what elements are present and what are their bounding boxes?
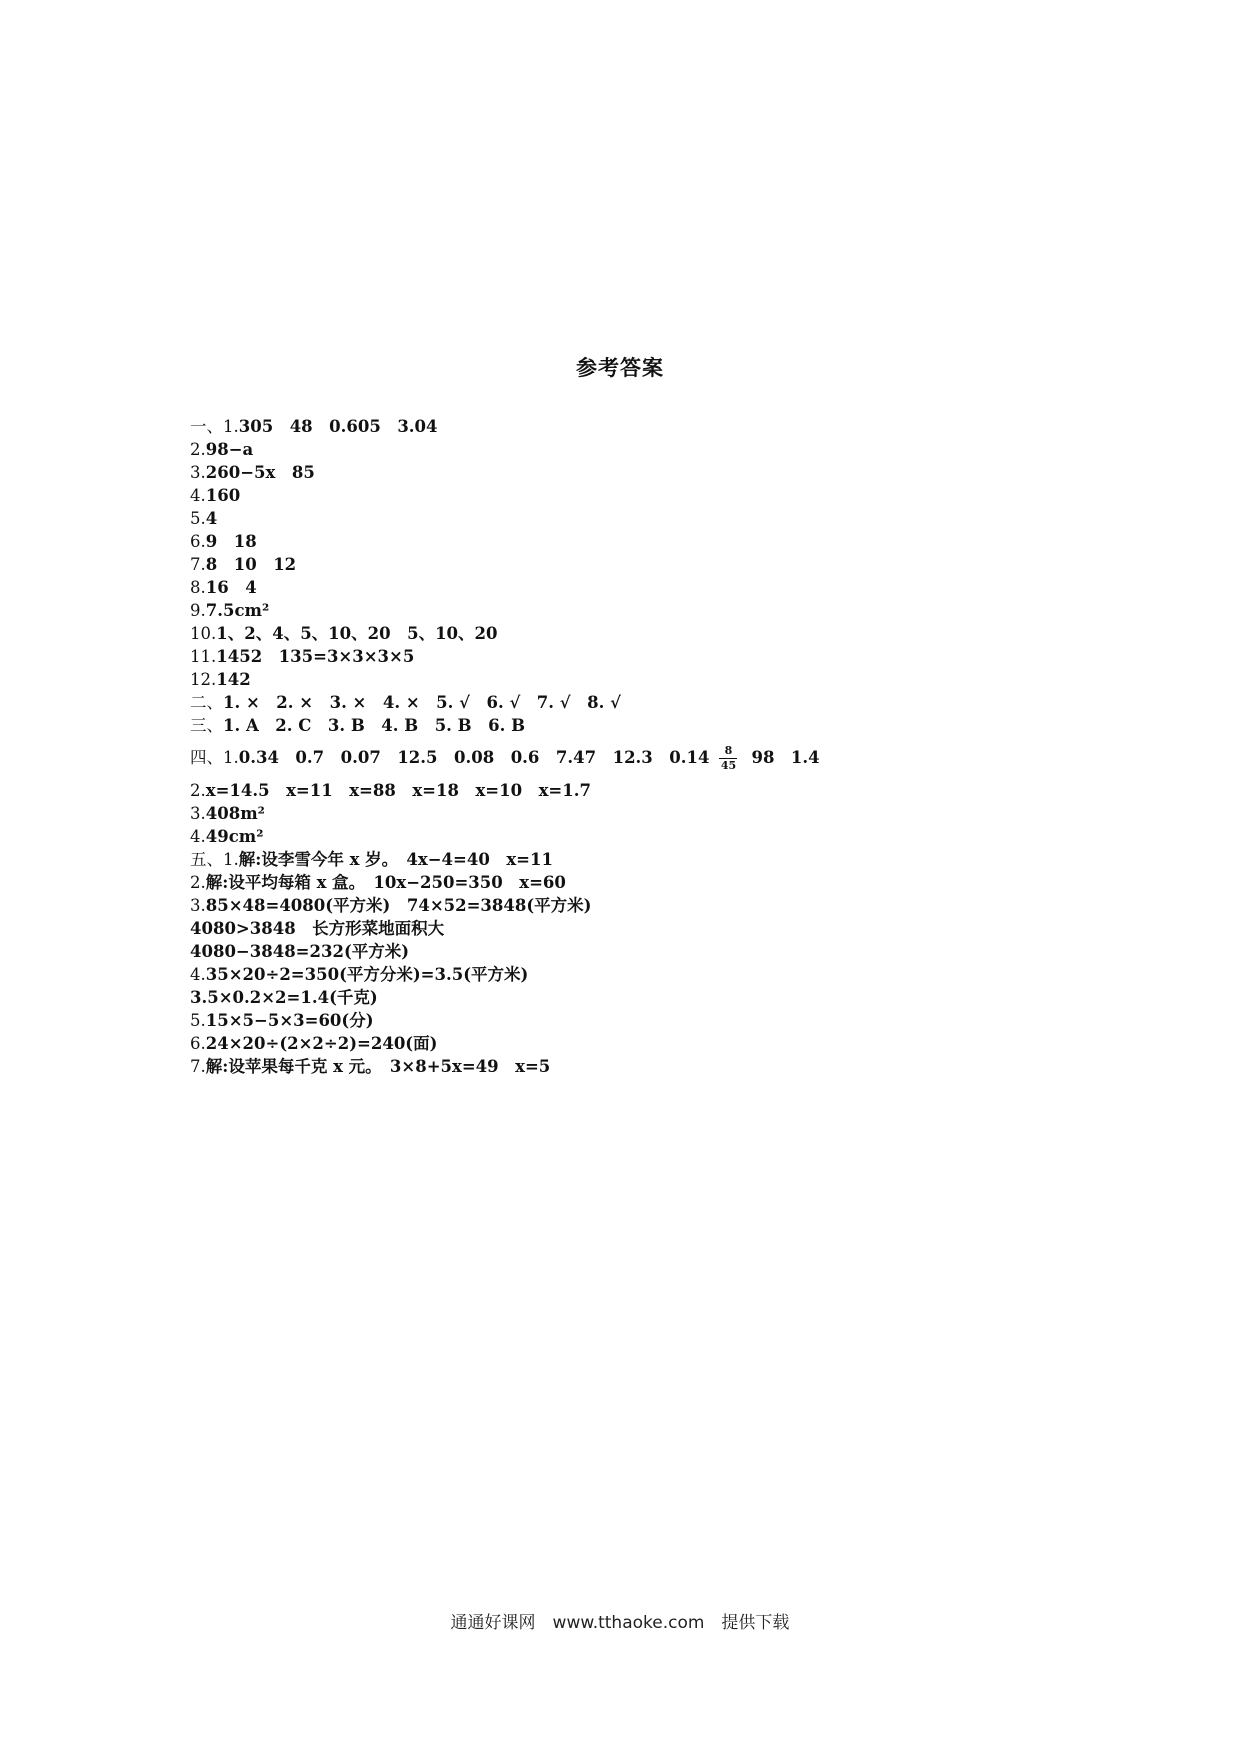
item-answer: 24×20÷(2×2÷2)=240(面) <box>205 1034 438 1053</box>
item-label: 3. <box>190 896 206 915</box>
answer-line <box>190 714 1150 737</box>
item-label: 4. <box>190 486 206 505</box>
footer-source: 通通好课网 www.tthaoke.com 提供下载 <box>450 1613 790 1633</box>
item-answer: 35×20÷2=350(平方分米)=3.5(平方米) <box>205 965 529 984</box>
item-label: 2. <box>190 440 206 459</box>
item-answer: 305 48 0.605 3.04 <box>238 417 438 436</box>
item-label: 8. <box>190 578 206 597</box>
item-answer: 49cm² <box>205 827 264 846</box>
answer-line <box>190 802 1150 825</box>
answer-line <box>190 940 1150 963</box>
fraction-denominator: 45 <box>720 759 737 772</box>
item-label: 10. <box>190 624 217 643</box>
answer-line <box>190 484 1150 507</box>
item-answer: 4080−3848=232(平方米) <box>190 942 410 961</box>
page-title: 参考答案 <box>576 356 664 380</box>
item-answer: 15×5−5×3=60(分) <box>205 1011 374 1030</box>
item-label: 5. <box>190 1011 206 1030</box>
item-label: 5. <box>190 509 206 528</box>
item-answer: 0.34 0.7 0.07 12.5 0.08 0.6 7.47 12.3 0.14 <box>238 748 710 767</box>
item-answer: 16 4 <box>205 578 257 597</box>
answer-line <box>190 668 1150 691</box>
item-answer: 1. A 2. C 3. B 4. B 5. B 6. B <box>223 716 526 735</box>
item-answer: 142 <box>216 670 251 689</box>
answer-line <box>190 825 1150 848</box>
item-label: 三、 <box>190 716 223 735</box>
answer-line <box>190 848 1150 871</box>
answer-line <box>190 894 1150 917</box>
answer-line <box>190 691 1150 714</box>
item-label: 4. <box>190 965 206 984</box>
item-answer: 9 18 <box>205 532 257 551</box>
item-label: 3. <box>190 463 206 482</box>
item-answer: 1、2、4、5、10、20 5、10、20 <box>216 624 498 643</box>
fraction <box>719 745 737 772</box>
item-answer: 4 <box>205 509 218 528</box>
item-answer: x=14.5 x=11 x=88 x=18 x=10 x=1.7 <box>205 781 591 800</box>
answer-line <box>190 530 1150 553</box>
answer-line <box>190 1032 1150 1055</box>
item-answer: 解:设李雪今年 x 岁。 4x−4=40 x=11 <box>238 850 553 869</box>
answer-line <box>190 599 1150 622</box>
answer-line <box>190 438 1150 461</box>
item-label: 4. <box>190 827 206 846</box>
item-answer: 98 1.4 <box>751 748 820 767</box>
answer-line-section4 <box>190 737 1150 779</box>
answer-list <box>190 415 1150 1078</box>
answer-line <box>190 415 1150 438</box>
item-answer: 160 <box>205 486 241 505</box>
item-label: 11. <box>190 647 217 666</box>
item-label: 2. <box>190 873 206 892</box>
answer-line <box>190 645 1150 668</box>
item-answer: 85×48=4080(平方米) 74×52=3848(平方米) <box>205 896 592 915</box>
item-answer: 4080>3848 长方形菜地面积大 <box>190 919 445 938</box>
item-answer: 7.5cm² <box>205 601 270 620</box>
item-label: 五、1. <box>190 850 239 869</box>
item-label: 6. <box>190 1034 206 1053</box>
item-label: 7. <box>190 555 206 574</box>
answer-line <box>190 576 1150 599</box>
fraction-numerator: 8 <box>724 744 733 757</box>
answer-line <box>190 986 1150 1009</box>
answer-line <box>190 963 1150 986</box>
item-answer: 1. × 2. × 3. × 4. × 5. √ 6. √ 7. √ 8. √ <box>223 693 621 712</box>
item-answer: 解:设平均每箱 x 盒。 10x−250=350 x=60 <box>205 873 566 892</box>
answer-line <box>190 779 1150 802</box>
answer-line <box>190 461 1150 484</box>
item-label: 12. <box>190 670 217 689</box>
item-label: 二、 <box>190 693 223 712</box>
item-label: 2. <box>190 781 206 800</box>
item-answer: 3.5×0.2×2=1.4(千克) <box>190 988 378 1007</box>
item-label: 一、1. <box>190 417 239 436</box>
answer-line <box>190 1055 1150 1078</box>
item-answer: 408m² <box>205 804 265 823</box>
item-label: 9. <box>190 601 206 620</box>
item-answer: 解:设苹果每千克 x 元。 3×8+5x=49 x=5 <box>205 1057 551 1076</box>
answer-line <box>190 622 1150 645</box>
item-label: 四、1. <box>190 748 239 767</box>
item-label: 6. <box>190 532 206 551</box>
item-label: 3. <box>190 804 206 823</box>
answer-line <box>190 553 1150 576</box>
answer-line <box>190 1009 1150 1032</box>
item-answer: 260−5x 85 <box>205 463 315 482</box>
item-answer: 8 10 12 <box>205 555 297 574</box>
answer-line <box>190 917 1150 940</box>
item-answer: 1452 135=3×3×3×5 <box>216 647 415 666</box>
item-answer: 98−a <box>205 440 254 459</box>
answer-line <box>190 507 1150 530</box>
item-label: 7. <box>190 1057 206 1076</box>
answer-line <box>190 871 1150 894</box>
